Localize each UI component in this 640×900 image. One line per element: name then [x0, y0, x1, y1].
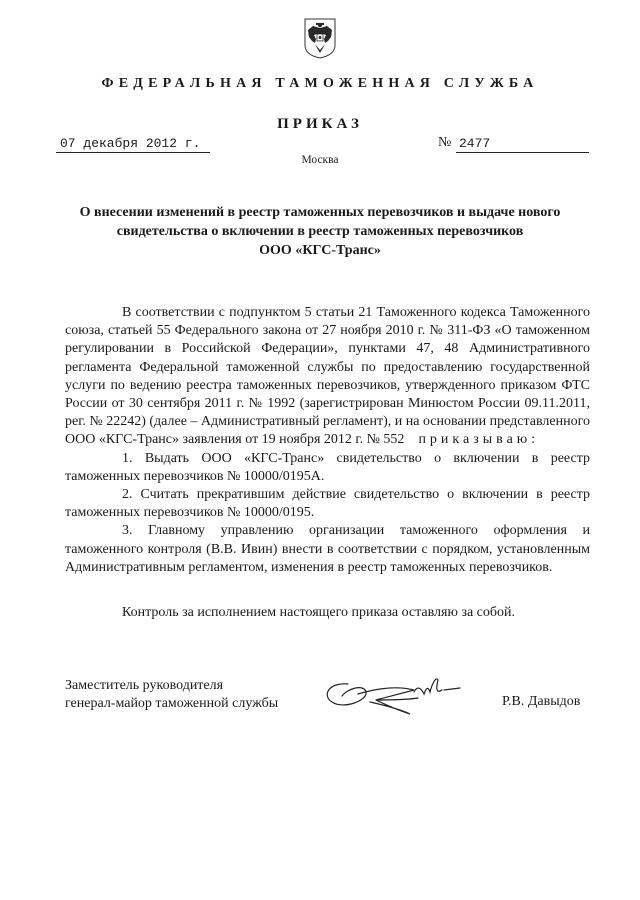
russian-coat-of-arms-icon: [303, 17, 337, 59]
order-body: [65, 304, 590, 577]
position-line: Заместитель руководителя: [65, 678, 224, 693]
order-subject: [60, 203, 580, 260]
subject-line: О внесении изменений в реестр таможенных перевозчиков и выдаче нового: [79, 205, 561, 220]
preamble-paragraph: [65, 304, 590, 450]
order-item: 2. Считать прекратившим действие свидетельство о включении в реестр таможенных перевозчиков № 10000/0195.: [65, 487, 590, 521]
signatory-name: Р.В. Давыдов: [502, 694, 581, 709]
order-number-label: №: [438, 135, 452, 150]
preamble-text: В соответствии с подпунктом 5 статьи 21 Таможенного кодекса Таможенного союза, статьей 55 Федерального закона от 27 ноября 2010 г. № 311-ФЗ «О таможенном регулировании в Российской Федерации», пунктами 47, 48 Административного регламента Федеральной таможенной службы по предоставлению государственной услуги по ведению реестра таможенных перевозчиков, утвержденного приказом ФТС России от 30 сентября 2011 г. № 1992 (зарегистрирован Минюстом России 09.11.2011, рег. № 22242) (далее – Административный регламент), и на основании представленного ООО «КГС-Транс» заявления от 19 ноября 2012 г. № 552: [65, 305, 590, 448]
position-line: генерал-майор таможенной службы: [65, 696, 279, 711]
order-number: 2477: [456, 135, 589, 153]
order-word: приказываю:: [418, 432, 540, 448]
subject-line: свидетельства о включении в реестр таможенных перевозчиков: [116, 224, 524, 239]
handwritten-signature-icon: [318, 670, 468, 720]
agency-name: ФЕДЕРАЛЬНАЯ ТАМОЖЕННАЯ СЛУЖБА: [101, 76, 539, 91]
order-item: 3. Главному управлению организации таможенного оформления и таможенного контроля (В.В. Ивин) внести в соответствии с порядком, установленным Административным регламентом, изменения в реестр таможенных перевозчиков.: [65, 523, 590, 575]
control-statement: Контроль за исполнением настоящего приказа оставляю за собой.: [122, 605, 516, 620]
document-type: ПРИКАЗ: [277, 116, 363, 132]
signatory-position: [65, 677, 278, 713]
subject-line: ООО «КГС-Транс»: [259, 243, 381, 258]
city: Москва: [301, 154, 339, 166]
order-date: 07 декабря 2012 г.: [56, 135, 210, 153]
order-item: 1. Выдать ООО «КГС-Транс» свидетельство о включении в реестр таможенных перевозчиков № 10000/0195А.: [65, 450, 590, 484]
